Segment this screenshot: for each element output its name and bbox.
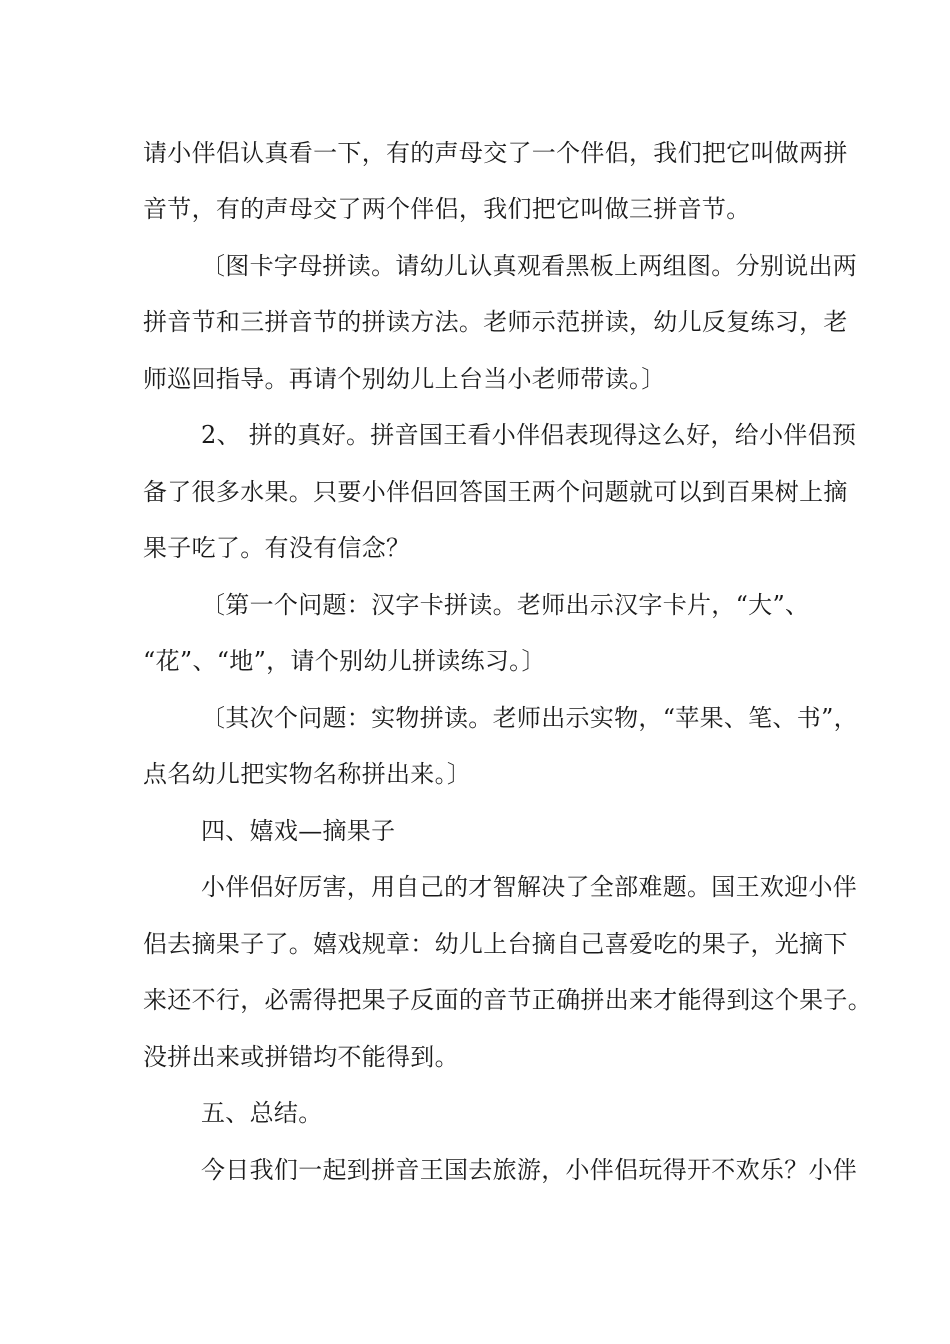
- text-line: 小伴侣好厉害，用自己的才智解决了全部难题。国王欢迎小伴: [201, 873, 858, 901]
- text-line: 点名幼儿把实物名称拼出来。〕: [143, 760, 472, 788]
- text-line: “花”、“地”，请个别幼儿拼读练习。〕: [143, 647, 546, 675]
- text-line: 果子吃了。有没有信念？: [143, 534, 411, 562]
- text-line: 音节，有的声母交了两个伴侣，我们把它叫做三拼音节。: [143, 195, 751, 223]
- text-line: 〔第一个问题：汉字卡拼读。老师出示汉字卡片，“大”、: [201, 591, 810, 619]
- text-line: 师巡回指导。再请个别幼儿上台当小老师带读。〕: [143, 365, 666, 393]
- text-line: 〔图卡字母拼读。请幼儿认真观看黑板上两组图。分别说出两: [201, 252, 858, 280]
- section-heading: 四、嬉戏—摘果子: [201, 817, 396, 845]
- section-heading: 五、总结。: [201, 1099, 323, 1127]
- text-line: 侣去摘果子了。嬉戏规章：幼儿上台摘自己喜爱吃的果子，光摘下: [143, 930, 848, 958]
- text-line: 请小伴侣认真看一下，有的声母交了一个伴侣，我们把它叫做两拼: [143, 139, 848, 167]
- text-line: 今日我们一起到拼音王国去旅游，小伴侣玩得开不欢乐？小伴: [201, 1156, 858, 1184]
- text-line: 没拼出来或拼错均不能得到。: [143, 1043, 459, 1071]
- text-line: 备了很多水果。只要小伴侣回答国王两个问题就可以到百果树上摘: [143, 478, 848, 506]
- text-line: 〔其次个问题：实物拼读。老师出示实物，“苹果、笔、书”，: [201, 704, 858, 732]
- text-line: 2、 拼的真好。拼音国王看小伴侣表现得这么好，给小伴侣预: [201, 421, 857, 449]
- text-line: 拼音节和三拼音节的拼读方法。老师示范拼读，幼儿反复练习，老: [143, 308, 848, 336]
- text-line: 来还不行，必需得把果子反面的音节正确拼出来才能得到这个果子。: [143, 986, 872, 1014]
